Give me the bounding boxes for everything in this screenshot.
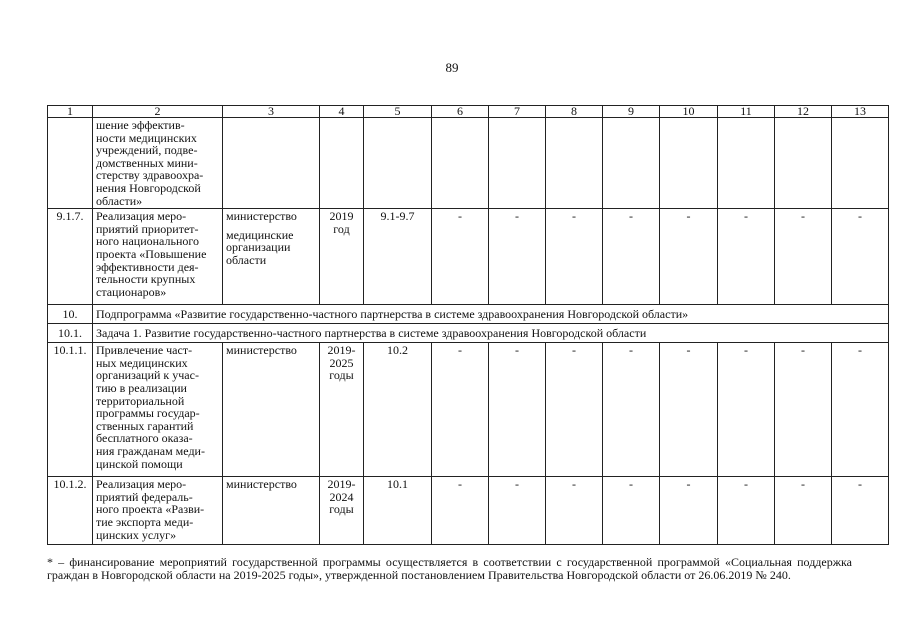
funding-value-cell: - (489, 477, 546, 545)
period-line: 2025 (329, 355, 354, 370)
activity-name-line: тельности крупных (96, 272, 196, 287)
column-number-cell: 12 (775, 106, 832, 118)
funding-value-cell: - (718, 209, 775, 305)
target-indicator-cell: 9.1-9.7 (364, 209, 432, 305)
item-number-cell: 10.1.2. (48, 477, 93, 545)
executor-secondary-line: области (226, 252, 267, 267)
executor-primary: министерство (226, 477, 297, 492)
activity-name-line: области» (96, 193, 143, 208)
column-number-cell: 3 (223, 106, 320, 118)
funding-value-cell: - (432, 209, 489, 305)
activity-name-line: ных медицинских (96, 355, 188, 370)
column-number-cell: 5 (364, 106, 432, 118)
funding-value-cell (603, 118, 660, 209)
executor-cell (223, 118, 320, 209)
funding-value-cell: - (603, 343, 660, 477)
column-number-cell: 4 (320, 106, 364, 118)
executor-cell (223, 343, 320, 477)
period-line: 2019- (327, 343, 356, 358)
period-cell (320, 477, 364, 545)
funding-value-cell: - (832, 477, 889, 545)
activity-name-line: бесплатного оказа- (96, 431, 193, 446)
funding-value-cell (489, 118, 546, 209)
period-line: 2019- (327, 477, 356, 492)
column-number-cell: 13 (832, 106, 889, 118)
column-number-cell: 7 (489, 106, 546, 118)
funding-value-cell (660, 118, 718, 209)
activity-name-line: проекта «Повышение (96, 246, 207, 261)
footnote: * – финансирование мероприятий государственной программы осуществляется в соответствии с государственной программой «Социальная поддержка граждан в Новгородской области на 2019-2025 годы», утвержденной постановлением Правительства Новгородской области от 26.06.2019 № 240. (47, 555, 852, 582)
funding-value-cell: - (775, 477, 832, 545)
funding-value-cell: - (432, 343, 489, 477)
activity-name-line: цинской помощи (96, 456, 183, 471)
activity-name-line: нения Новгородской (96, 180, 201, 195)
period-line: 2019 (329, 209, 354, 224)
activity-name-line: ного национального (96, 234, 199, 249)
task-title-cell: Задача 1. Развитие государственно-частного партнерства в системе здравоохранения Новгородской области (93, 324, 889, 343)
activity-name-line: стерству здравоохра- (96, 168, 204, 183)
funding-value-cell: - (660, 343, 718, 477)
target-indicator-cell: 10.1 (364, 477, 432, 545)
activity-name-cell (93, 343, 223, 477)
task-row (48, 324, 889, 343)
target-indicator-cell (364, 118, 432, 209)
item-number-cell (48, 118, 93, 209)
funding-value-cell: - (489, 343, 546, 477)
activity-name-line: стационаров» (96, 284, 167, 299)
item-number-cell: 10. (48, 305, 93, 324)
funding-value-cell (432, 118, 489, 209)
funding-value-cell (832, 118, 889, 209)
funding-value-cell: - (489, 209, 546, 305)
column-number-cell: 1 (48, 106, 93, 118)
activity-name-line: тие экспорта меди- (96, 514, 194, 529)
funding-value-cell: - (718, 477, 775, 545)
activity-name-line: Реализация меро- (96, 209, 187, 224)
funding-value-cell: - (775, 209, 832, 305)
period-cell (320, 209, 364, 305)
activity-name-cell (93, 477, 223, 545)
executor-secondary-line: организации (226, 240, 291, 255)
activity-name-line: учреждений, подве- (96, 143, 198, 158)
activity-name-line: приятий федераль- (96, 489, 193, 504)
executor-primary: министерство (226, 209, 297, 224)
activity-name-line: программы государ- (96, 406, 200, 421)
subprogram-row (48, 305, 889, 324)
activity-name-cell (93, 209, 223, 305)
activity-name-line: Привлечение част- (96, 343, 193, 358)
funding-value-cell (718, 118, 775, 209)
page-number: 89 (445, 60, 459, 75)
funding-value-cell: - (718, 343, 775, 477)
activity-name-line: домственных мини- (96, 155, 198, 170)
funding-value-cell: - (775, 343, 832, 477)
period-cell (320, 118, 364, 209)
table-row (48, 118, 889, 209)
item-number-cell: 9.1.7. (48, 209, 93, 305)
activity-name-line: Реализация меро- (96, 477, 187, 492)
activity-name-line: ния гражданам меди- (96, 443, 205, 458)
funding-value-cell: - (546, 477, 603, 545)
table-row (48, 343, 889, 477)
period-line: годы (329, 502, 354, 517)
program-table (47, 105, 889, 545)
period-cell (320, 343, 364, 477)
activity-name-line: ного проекта «Разви- (96, 502, 205, 517)
funding-value-cell: - (546, 209, 603, 305)
column-number-cell: 6 (432, 106, 489, 118)
column-number-cell: 11 (718, 106, 775, 118)
funding-value-cell: - (660, 477, 718, 545)
activity-name-line: ности медицинских (96, 130, 197, 145)
activity-name-line: территориальной (96, 393, 185, 408)
funding-value-cell (775, 118, 832, 209)
table-row (48, 209, 889, 305)
funding-value-cell (546, 118, 603, 209)
activity-name-line: тию в реализации (96, 380, 187, 395)
activity-name-cell (93, 118, 223, 209)
period-line: год (333, 221, 350, 236)
activity-name-line: ственных гарантий (96, 418, 194, 433)
column-number-cell: 9 (603, 106, 660, 118)
executor-cell (223, 209, 320, 305)
table-row (48, 477, 889, 545)
funding-value-cell: - (832, 209, 889, 305)
activity-name-line: шение эффектив- (96, 118, 185, 132)
item-number-cell: 10.1. (48, 324, 93, 343)
activity-name-line: организаций к учас- (96, 368, 199, 383)
executor-cell (223, 477, 320, 545)
funding-value-cell: - (660, 209, 718, 305)
funding-value-cell: - (546, 343, 603, 477)
executor-primary: министерство (226, 343, 297, 358)
funding-value-cell: - (603, 209, 660, 305)
column-number-cell: 10 (660, 106, 718, 118)
funding-value-cell: - (832, 343, 889, 477)
item-number-cell: 10.1.1. (48, 343, 93, 477)
column-number-cell: 2 (93, 106, 223, 118)
activity-name-line: приятий приоритет- (96, 221, 199, 236)
table-header-row (48, 106, 889, 118)
period-line: годы (329, 368, 354, 383)
activity-name-line: цинских услуг» (96, 527, 177, 542)
funding-value-cell: - (432, 477, 489, 545)
target-indicator-cell: 10.2 (364, 343, 432, 477)
funding-value-cell: - (603, 477, 660, 545)
column-number-cell: 8 (546, 106, 603, 118)
subprogram-title-cell: Подпрограмма «Развитие государственно-частного партнерства в системе здравоохранения Новгородской области» (93, 305, 889, 324)
period-line: 2024 (329, 489, 354, 504)
executor-secondary-line: медицинские (226, 227, 294, 242)
activity-name-line: эффективности дея- (96, 259, 199, 274)
